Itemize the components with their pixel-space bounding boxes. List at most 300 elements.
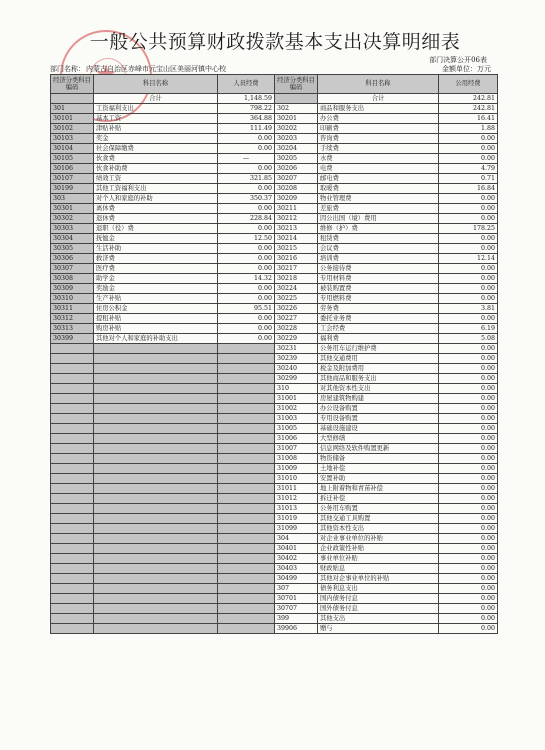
cell-name-right: 安置补助 — [318, 474, 439, 484]
cell-name-left — [94, 494, 218, 504]
cell-code-left — [51, 554, 94, 564]
header-amount-left: 人员经费 — [218, 75, 275, 94]
cell-name-right: 物资储备 — [318, 454, 439, 464]
cell-amount-left: 0.00 — [218, 244, 275, 254]
cell-amount-right: 0.00 — [439, 454, 498, 464]
cell-name-right: 债务利息支出 — [318, 584, 439, 594]
cell-name-left — [94, 524, 218, 534]
cell-amount-left — [218, 594, 275, 604]
cell-amount-right: 0.00 — [439, 434, 498, 444]
cell-name-right: 物业管理费 — [318, 194, 439, 204]
cell-name-left — [94, 394, 218, 404]
cell-name-right: 国内债务付息 — [318, 594, 439, 604]
cell-amount-right: 0.00 — [439, 504, 498, 514]
cell-amount-right: 0.00 — [439, 374, 498, 384]
table-row — [51, 494, 498, 504]
cell-code-right: 31011 — [275, 484, 318, 494]
table-row — [51, 464, 498, 474]
table-row — [51, 394, 498, 404]
cell-name-left — [94, 574, 218, 584]
cell-amount-left: 14.32 — [218, 274, 275, 284]
cell-amount-right: 0.00 — [439, 144, 498, 154]
table-row — [51, 244, 498, 254]
cell-code-left — [51, 434, 94, 444]
cell-amount-right: 3.81 — [439, 304, 498, 314]
table-row — [51, 564, 498, 574]
table-row — [51, 124, 498, 134]
table-row — [51, 294, 498, 304]
cell-amount-right: 12.14 — [439, 254, 498, 264]
cell-amount-right: 0.00 — [439, 294, 498, 304]
cell-name-left: 生产补贴 — [94, 294, 218, 304]
cell-code-right: 31006 — [275, 434, 318, 444]
table-row — [51, 314, 498, 324]
table-row — [51, 384, 498, 394]
cell-amount-left — [218, 414, 275, 424]
cell-code-left — [51, 534, 94, 544]
cell-name-right: 邮电费 — [318, 174, 439, 184]
cell-amount-left: 228.84 — [218, 214, 275, 224]
cell-amount-right: 0.00 — [439, 614, 498, 624]
cell-code-left: 30106 — [51, 164, 94, 174]
cell-code-right: 39906 — [275, 624, 318, 634]
total-value-right: 242.81 — [439, 94, 498, 104]
cell-amount-left: 0.00 — [218, 144, 275, 154]
cell-name-left: 绩效工资 — [94, 174, 218, 184]
table-row — [51, 114, 498, 124]
cell-amount-right: 0.00 — [439, 314, 498, 324]
cell-code-right: 30299 — [275, 374, 318, 384]
cell-amount-left — [218, 574, 275, 584]
cell-amount-left: 111.49 — [218, 124, 275, 134]
cell-name-right: 福利费 — [318, 334, 439, 344]
cell-name-left — [94, 464, 218, 474]
cell-amount-right: 0.00 — [439, 154, 498, 164]
cell-name-right: 咨询费 — [318, 134, 439, 144]
cell-name-left — [94, 594, 218, 604]
table-row — [51, 154, 498, 164]
cell-code-left — [51, 484, 94, 494]
table-header-row — [51, 75, 498, 94]
table-row — [51, 544, 498, 554]
cell-code-right: 30201 — [275, 114, 318, 124]
table-row — [51, 354, 498, 364]
cell-amount-right: 0.00 — [439, 604, 498, 614]
cell-amount-left: 0.00 — [218, 294, 275, 304]
cell-name-right: 其他对企事业单位的补贴 — [318, 574, 439, 584]
cell-amount-right: 0.00 — [439, 364, 498, 374]
cell-code-left: 30310 — [51, 294, 94, 304]
cell-amount-right: 0.00 — [439, 554, 498, 564]
cell-amount-right: 0.00 — [439, 344, 498, 354]
cell-name-right: 财政贴息 — [318, 564, 439, 574]
table-row — [51, 424, 498, 434]
cell-code-right: 30214 — [275, 234, 318, 244]
cell-amount-right: 0.00 — [439, 274, 498, 284]
cell-name-left — [94, 454, 218, 464]
cell-code-left: 30102 — [51, 124, 94, 134]
cell-name-left — [94, 474, 218, 484]
cell-code-left: 30309 — [51, 284, 94, 294]
cell-code-left: 303 — [51, 194, 94, 204]
cell-code-right: 30213 — [275, 224, 318, 234]
report-title: 一般公共预算财政拨款基本支出决算明细表 — [89, 31, 461, 53]
cell-amount-right: 0.00 — [439, 394, 498, 404]
cell-code-left: 30304 — [51, 234, 94, 244]
cell-code-left — [51, 594, 94, 604]
cell-code-left — [51, 344, 94, 354]
cell-code-left: 30103 — [51, 134, 94, 144]
cell-name-left: 工资福利支出 — [94, 104, 218, 114]
cell-amount-left — [218, 514, 275, 524]
cell-code-right: 30209 — [275, 194, 318, 204]
cell-name-left: 退职（役）费 — [94, 224, 218, 234]
cell-code-right: 31013 — [275, 504, 318, 514]
cell-code-left — [51, 354, 94, 364]
cell-name-right: 劳务费 — [318, 304, 439, 314]
cell-name-left — [94, 484, 218, 494]
cell-name-right: 基础设施建设 — [318, 424, 439, 434]
cell-code-left: 30104 — [51, 144, 94, 154]
cell-amount-left — [218, 554, 275, 564]
cell-amount-right: 0.00 — [439, 134, 498, 144]
cell-name-right: 赠与 — [318, 624, 439, 634]
cell-amount-left — [218, 604, 275, 614]
cell-amount-left — [218, 344, 275, 354]
cell-code-left: 30199 — [51, 184, 94, 194]
cell-code-left: 30399 — [51, 334, 94, 344]
cell-code-right: 31009 — [275, 464, 318, 474]
cell-amount-right: 0.71 — [439, 174, 498, 184]
cell-name-right: 公务接待费 — [318, 264, 439, 274]
cell-amount-left: — — [218, 154, 275, 164]
cell-amount-right: 0.00 — [439, 574, 498, 584]
total-label-left: 合计 — [94, 94, 218, 104]
cell-amount-right: 0.00 — [439, 494, 498, 504]
cell-name-right: 因公出国（境）费用 — [318, 214, 439, 224]
cell-code-right: 30240 — [275, 364, 318, 374]
cell-code-left: 30302 — [51, 214, 94, 224]
cell-code-left: 30101 — [51, 114, 94, 124]
cell-amount-right: 0.00 — [439, 384, 498, 394]
cell-code-right: 30204 — [275, 144, 318, 154]
cell-name-left — [94, 564, 218, 574]
table-row — [51, 414, 498, 424]
cell-code-left: 30305 — [51, 244, 94, 254]
table-row — [51, 134, 498, 144]
table-row — [51, 614, 498, 624]
cell-amount-left — [218, 614, 275, 624]
cell-code-left — [51, 584, 94, 594]
cell-name-right: 取暖费 — [318, 184, 439, 194]
cell-name-right: 办公费 — [318, 114, 439, 124]
dept-name: 内蒙古自治区赤峰市元宝山区美丽河镇中心校 — [86, 65, 226, 73]
cell-code-right: 30212 — [275, 214, 318, 224]
cell-amount-left — [218, 484, 275, 494]
cell-name-right: 房屋建筑物购建 — [318, 394, 439, 404]
cell-amount-right: 178.25 — [439, 224, 498, 234]
cell-amount-left: 0.00 — [218, 324, 275, 334]
table-row — [51, 484, 498, 494]
cell-name-right: 对企业事业单位的补贴 — [318, 534, 439, 544]
cell-amount-left — [218, 444, 275, 454]
cell-name-left: 其他对个人和家庭的补助支出 — [94, 334, 218, 344]
cell-code-right: 310 — [275, 384, 318, 394]
cell-code-right: 30231 — [275, 344, 318, 354]
cell-amount-left — [218, 354, 275, 364]
cell-amount-right: 16.41 — [439, 114, 498, 124]
cell-name-left — [94, 514, 218, 524]
cell-code-right: 31003 — [275, 414, 318, 424]
cell-code-right: 31099 — [275, 524, 318, 534]
cell-name-left — [94, 534, 218, 544]
cell-amount-right: 0.00 — [439, 564, 498, 574]
cell-code-left — [51, 474, 94, 484]
cell-name-right: 其他交通费用 — [318, 354, 439, 364]
cell-amount-left — [218, 544, 275, 554]
cell-code-right: 30225 — [275, 294, 318, 304]
table-row — [51, 284, 498, 294]
cell-code-right: 30701 — [275, 594, 318, 604]
cell-code-left — [51, 394, 94, 404]
cell-code-right: 30707 — [275, 604, 318, 614]
cell-code-right: 31002 — [275, 404, 318, 414]
cell-amount-left — [218, 394, 275, 404]
cell-code-right: 30218 — [275, 274, 318, 284]
total-label-right: 合计 — [318, 94, 439, 104]
cell-code-right: 30229 — [275, 334, 318, 344]
cell-amount-right: 0.00 — [439, 474, 498, 484]
cell-amount-left: 798.22 — [218, 104, 275, 114]
table-row — [51, 374, 498, 384]
cell-name-right: 商品和服务支出 — [318, 104, 439, 114]
cell-amount-right: 1.88 — [439, 124, 498, 134]
cell-name-left: 离休费 — [94, 204, 218, 214]
table-row — [51, 144, 498, 154]
cell-amount-right: 0.00 — [439, 264, 498, 274]
cell-code-right: 30202 — [275, 124, 318, 134]
cell-amount-left — [218, 454, 275, 464]
cell-code-left: 30303 — [51, 224, 94, 234]
cell-name-left: 奖金 — [94, 134, 218, 144]
cell-code-left — [51, 444, 94, 454]
table-code: 部门决算公开06表 — [429, 56, 487, 64]
cell-name-left: 退休费 — [94, 214, 218, 224]
cell-code-left — [51, 404, 94, 414]
cell-code-left — [51, 544, 94, 554]
cell-amount-right: 0.00 — [439, 404, 498, 414]
cell-amount-left — [218, 624, 275, 634]
cell-code-left: 30308 — [51, 274, 94, 284]
cell-name-right: 被装购置费 — [318, 284, 439, 294]
cell-amount-right: 0.00 — [439, 444, 498, 454]
cell-name-right: 委托业务费 — [318, 314, 439, 324]
cell-amount-right: 0.00 — [439, 534, 498, 544]
header-code-left: 经济分类科目编码 — [51, 75, 94, 94]
cell-code-left: 30313 — [51, 324, 94, 334]
cell-code-right: 31008 — [275, 454, 318, 464]
cell-amount-right: 6.19 — [439, 324, 498, 334]
cell-name-right: 国外债务付息 — [318, 604, 439, 614]
cell-code-left: 30312 — [51, 314, 94, 324]
cell-code-right: 30211 — [275, 204, 318, 214]
cell-name-left: 提租补贴 — [94, 314, 218, 324]
cell-code-left — [51, 494, 94, 504]
cell-name-left — [94, 374, 218, 384]
cell-amount-left: 0.00 — [218, 134, 275, 144]
table-row — [51, 364, 498, 374]
cell-code-right: 31012 — [275, 494, 318, 504]
cell-name-left — [94, 404, 218, 414]
cell-amount-left — [218, 424, 275, 434]
cell-name-right: 大型修缮 — [318, 434, 439, 444]
cell-name-left: 基本工资 — [94, 114, 218, 124]
cell-amount-left — [218, 374, 275, 384]
cell-name-right: 专用材料费 — [318, 274, 439, 284]
cell-amount-left: 95.51 — [218, 304, 275, 314]
cell-code-left — [51, 454, 94, 464]
cell-code-left: 30311 — [51, 304, 94, 314]
cell-name-left — [94, 604, 218, 614]
cell-name-left: 生活补助 — [94, 244, 218, 254]
table-row — [51, 474, 498, 484]
cell-amount-right: 0.00 — [439, 624, 498, 634]
cell-amount-right: 0.00 — [439, 204, 498, 214]
cell-code-left: 301 — [51, 104, 94, 114]
cell-code-right: 304 — [275, 534, 318, 544]
cell-name-left: 购房补贴 — [94, 324, 218, 334]
cell-code-right: 31019 — [275, 514, 318, 524]
table-row — [51, 274, 498, 284]
table-row — [51, 104, 498, 114]
cell-code-left — [51, 514, 94, 524]
cell-amount-left — [218, 384, 275, 394]
cell-amount-right: 0.00 — [439, 284, 498, 294]
table-row — [51, 604, 498, 614]
table-row — [51, 504, 498, 514]
cell-name-right: 其他支出 — [318, 614, 439, 624]
cell-name-left — [94, 444, 218, 454]
cell-name-right: 工会经费 — [318, 324, 439, 334]
cell-name-left — [94, 624, 218, 634]
cell-name-left: 救济费 — [94, 254, 218, 264]
cell-amount-left: 12.50 — [218, 234, 275, 244]
cell-code-left — [51, 524, 94, 534]
cell-code-left: 30307 — [51, 264, 94, 274]
table-row — [51, 174, 498, 184]
cell-code-right: 30216 — [275, 254, 318, 264]
table-row — [51, 264, 498, 274]
cell-code-left — [51, 414, 94, 424]
cell-amount-left — [218, 434, 275, 444]
cell-code-left — [51, 384, 94, 394]
header-name-left: 科目名称 — [94, 75, 218, 94]
cell-name-right: 地上附着物和青苗补偿 — [318, 484, 439, 494]
table-row — [51, 234, 498, 244]
cell-amount-right: 5.08 — [439, 334, 498, 344]
cell-name-left — [94, 614, 218, 624]
cell-name-right: 土地补偿 — [318, 464, 439, 474]
cell-name-right: 办公设备购置 — [318, 404, 439, 414]
cell-code-right: 31007 — [275, 444, 318, 454]
table-row — [51, 214, 498, 224]
cell-code-right: 30402 — [275, 554, 318, 564]
cell-name-right: 专用设备购置 — [318, 414, 439, 424]
cell-code-right: 30208 — [275, 184, 318, 194]
cell-name-right: 电费 — [318, 164, 439, 174]
cell-name-left: 伙食补助费 — [94, 164, 218, 174]
table-row — [51, 454, 498, 464]
cell-name-left: 住房公积金 — [94, 304, 218, 314]
cell-code-right: 30205 — [275, 154, 318, 164]
cell-name-right: 印刷费 — [318, 124, 439, 134]
table-row — [51, 334, 498, 344]
cell-code-left — [51, 504, 94, 514]
cell-name-left: 伙食费 — [94, 154, 218, 164]
cell-amount-right: 0.00 — [439, 524, 498, 534]
table-row — [51, 204, 498, 214]
table-row — [51, 524, 498, 534]
table-row — [51, 164, 498, 174]
table-row — [51, 194, 498, 204]
header-name-right: 科目名称 — [318, 75, 439, 94]
cell-amount-right: 0.00 — [439, 234, 498, 244]
header-code-right: 经济分类科目编码 — [275, 75, 318, 94]
cell-code-right: 307 — [275, 584, 318, 594]
cell-code-right: 30228 — [275, 324, 318, 334]
cell-code-left — [51, 574, 94, 584]
cell-amount-left — [218, 364, 275, 374]
cell-amount-right: 0.00 — [439, 544, 498, 554]
cell-code-left — [51, 424, 94, 434]
cell-amount-left: 0.00 — [218, 254, 275, 264]
cell-name-right: 培训费 — [318, 254, 439, 264]
cell-amount-left — [218, 464, 275, 474]
cell-name-right: 拆迁补偿 — [318, 494, 439, 504]
table-row — [51, 184, 498, 194]
cell-code-left: 30301 — [51, 204, 94, 214]
cell-code-left — [51, 604, 94, 614]
cell-name-right: 水费 — [318, 154, 439, 164]
cell-name-left: 对个人和家庭的补助 — [94, 194, 218, 204]
cell-amount-right: 4.79 — [439, 164, 498, 174]
cell-name-right: 企业政策性补贴 — [318, 544, 439, 554]
cell-name-right: 其他商品和服务支出 — [318, 374, 439, 384]
cell-code-right: 30227 — [275, 314, 318, 324]
table-row — [51, 624, 498, 634]
cell-name-left — [94, 354, 218, 364]
cell-name-left — [94, 414, 218, 424]
cell-name-left — [94, 424, 218, 434]
cell-code-right: 30226 — [275, 304, 318, 314]
cell-name-left: 社会保障缴费 — [94, 144, 218, 154]
cell-name-right: 信息网络及软件购置更新 — [318, 444, 439, 454]
cell-code-right: 302 — [275, 104, 318, 114]
cell-code-right: 30215 — [275, 244, 318, 254]
cell-amount-left: 0.00 — [218, 264, 275, 274]
cell-name-right: 事业单位补贴 — [318, 554, 439, 564]
cell-code-left — [51, 614, 94, 624]
cell-name-left: 其他工资福利支出 — [94, 184, 218, 194]
cell-name-right: 公务用车购置 — [318, 504, 439, 514]
cell-name-left: 抚恤金 — [94, 234, 218, 244]
total-value-left: 1,148.59 — [218, 94, 275, 104]
cell-amount-right: 0.00 — [439, 214, 498, 224]
cell-name-right: 差旅费 — [318, 204, 439, 214]
cell-code-left: 30105 — [51, 154, 94, 164]
cell-code-right: 30403 — [275, 564, 318, 574]
table-row — [51, 434, 498, 444]
